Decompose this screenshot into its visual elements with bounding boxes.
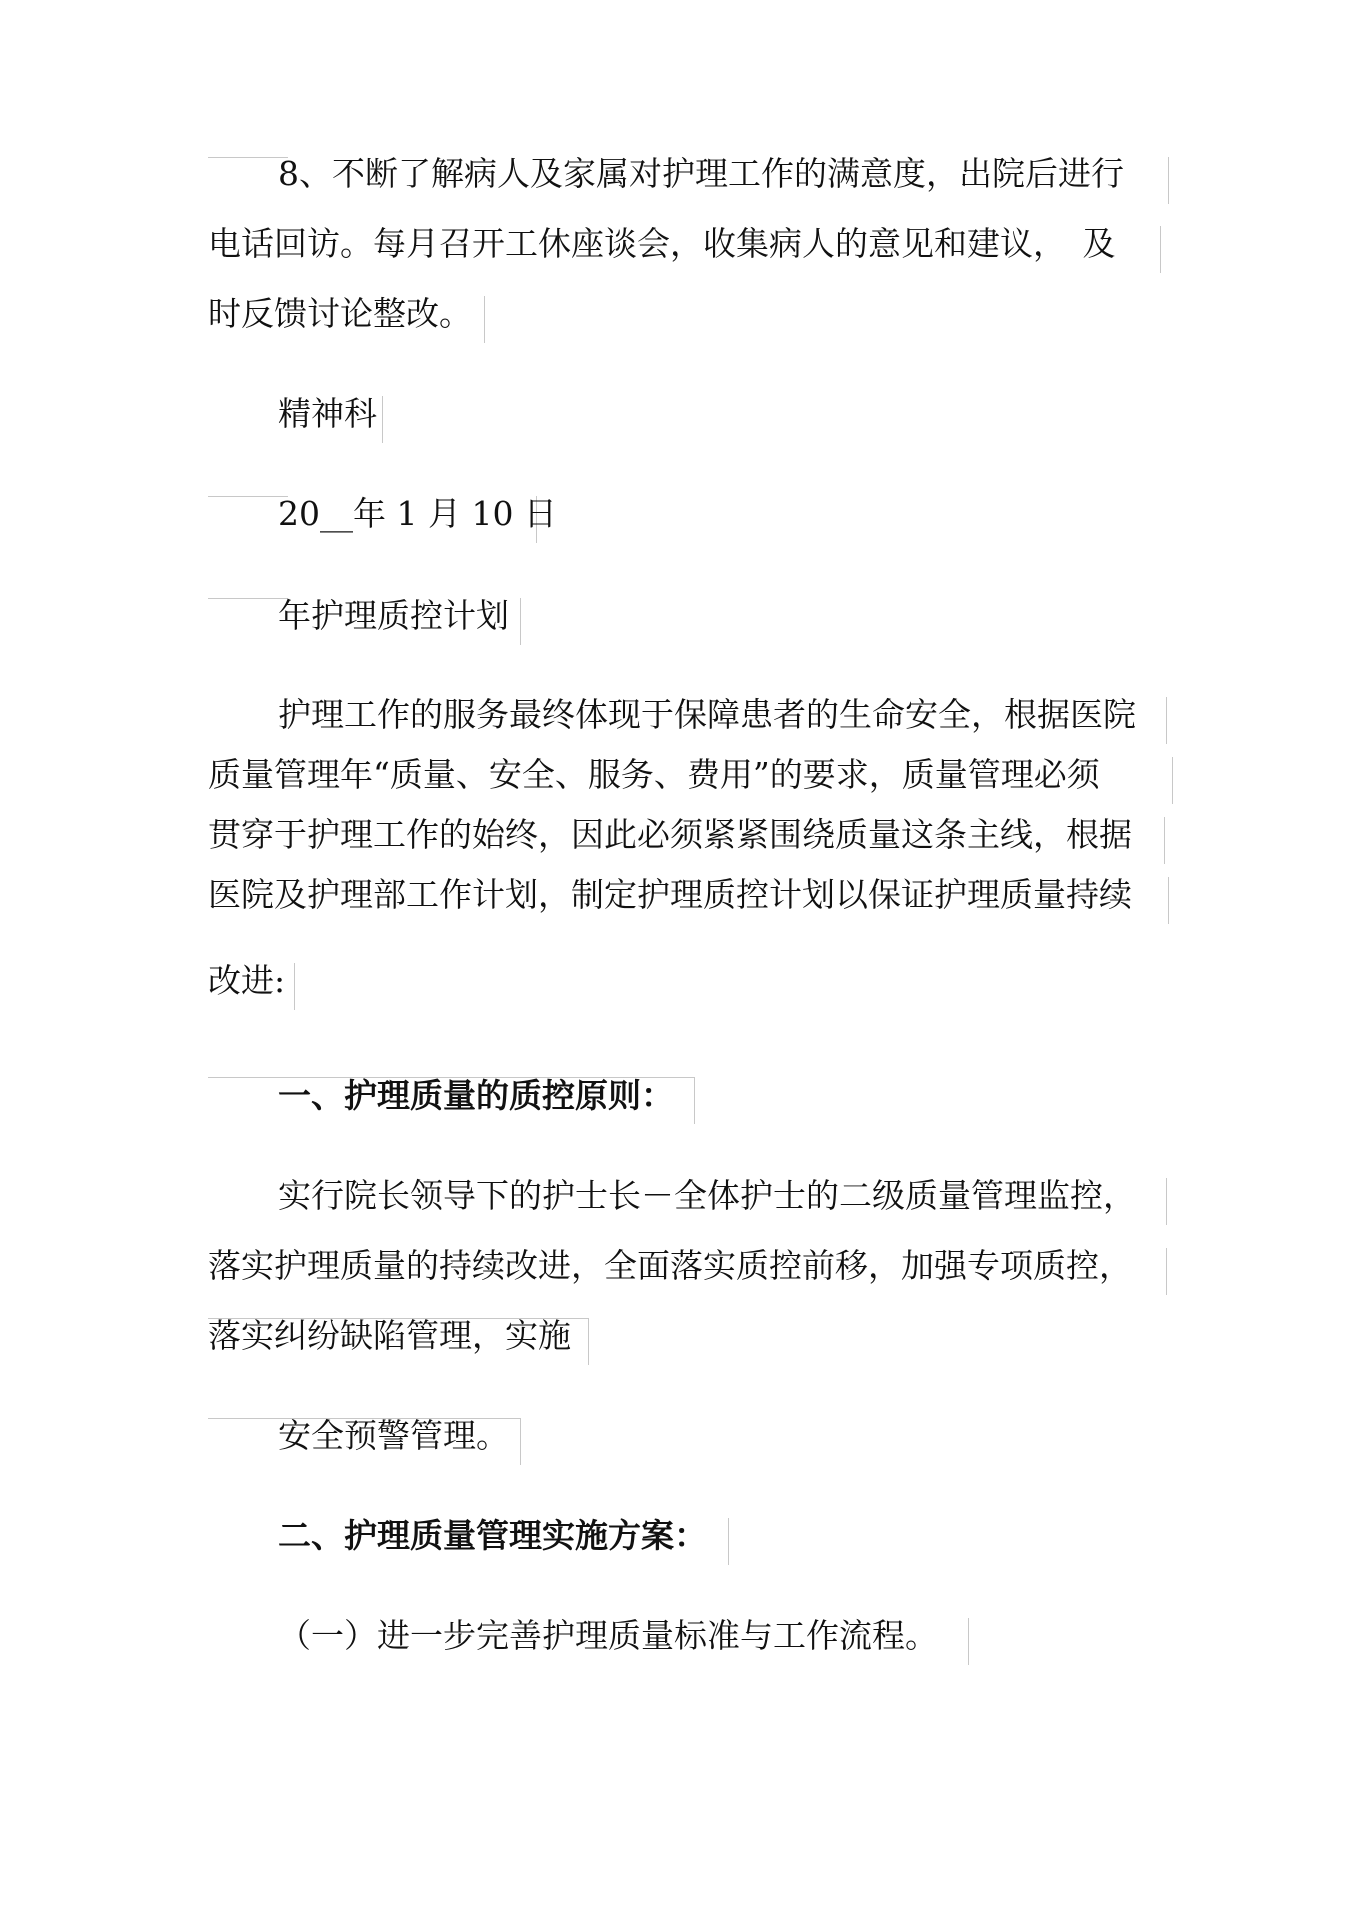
paragraph-text: 实行院长领导下的护士长－全体护士的二级质量管理监控， xyxy=(278,1176,1136,1215)
paragraph-text: 电话回访。每月召开工休座谈会，收集病人的意见和建议， 及 xyxy=(208,224,1116,263)
paragraph-text: 8、不断了解病人及家属对护理工作的满意度，出院后进行 xyxy=(278,154,1124,193)
layout-guide xyxy=(1168,157,1169,204)
document-date: 20__年 1 月 10 日 xyxy=(278,494,557,533)
layout-guide xyxy=(208,598,288,599)
layout-guide xyxy=(1168,877,1169,924)
subsection-heading: （一）进一步完善护理质量标准与工作流程。 xyxy=(278,1616,938,1655)
layout-guide xyxy=(728,1518,729,1565)
paragraph-text: 时反馈讨论整改。 xyxy=(208,294,472,333)
layout-guide xyxy=(1166,1178,1167,1225)
layout-guide xyxy=(294,963,295,1010)
layout-guide xyxy=(520,598,521,645)
section-heading: 一、护理质量的质控原则： xyxy=(278,1076,674,1115)
layout-guide xyxy=(520,1418,521,1465)
paragraph-text: 落实纠纷缺陷管理，实施 xyxy=(208,1316,571,1355)
layout-guide xyxy=(1172,757,1173,804)
layout-guide xyxy=(1166,1248,1167,1295)
layout-guide xyxy=(484,296,485,343)
paragraph-text: 医院及护理部工作计划，制定护理质控计划以保证护理质量持续 xyxy=(208,875,1132,914)
layout-guide xyxy=(382,396,383,443)
paragraph-text: 安全预警管理。 xyxy=(278,1416,509,1455)
layout-guide xyxy=(1166,697,1167,744)
layout-guide xyxy=(208,157,288,158)
plan-title: 年护理质控计划 xyxy=(278,596,509,635)
paragraph-text: 贯穿于护理工作的始终，因此必须紧紧围绕质量这条主线，根据 xyxy=(208,815,1132,854)
layout-guide xyxy=(588,1318,589,1365)
department-name: 精神科 xyxy=(278,394,377,433)
layout-guide xyxy=(968,1618,969,1665)
section-heading: 二、护理质量管理实施方案： xyxy=(278,1516,707,1555)
paragraph-text: 质量管理年“质量、安全、服务、费用”的要求，质量管理必须 xyxy=(208,755,1100,794)
paragraph-text: 护理工作的服务最终体现于保障患者的生命安全，根据医院 xyxy=(278,695,1136,734)
layout-guide xyxy=(694,1077,695,1124)
paragraph-text: 改进: xyxy=(208,961,286,1000)
layout-guide xyxy=(1164,817,1165,864)
layout-guide xyxy=(208,496,288,497)
layout-guide xyxy=(1160,226,1161,273)
paragraph-text: 落实护理质量的持续改进，全面落实质控前移，加强专项质控， xyxy=(208,1246,1132,1285)
